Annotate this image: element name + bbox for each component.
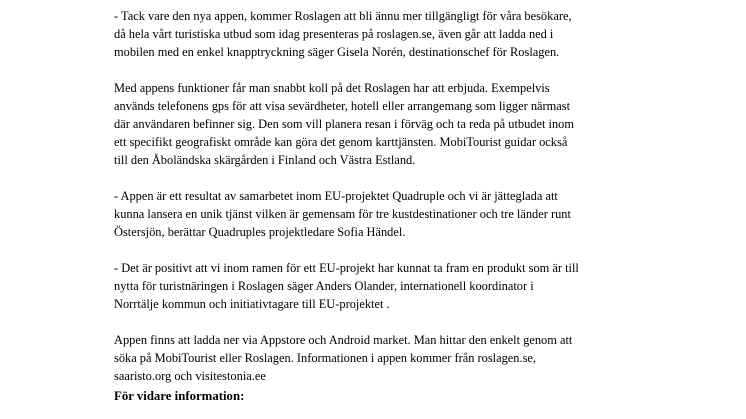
paragraph-gisela-quote [114, 7, 674, 61]
text-line: - Det är positivt att vi inom ramen för ett EU-projekt har kunnat ta fram en produkt som är till [114, 261, 579, 275]
text-line: till den Åboländska skärgården i Finland och Västra Estland. [114, 153, 416, 167]
text-line: Med appens funktioner får man snabbt koll på det Roslagen har att erbjuda. Exempelvis [114, 81, 550, 95]
text-line: - Appen är ett resultat av samarbetet inom EU-projektet Quadruple och vi är jätteglada att [114, 189, 558, 203]
text-line: mobilen med en enkel knapptryckning säger Gisela Norén, destinationschef för Roslagen. [114, 45, 560, 59]
text-line: - Tack vare den nya appen, kommer Roslagen att bli ännu mer tillgängligt för våra besökare, [114, 9, 572, 23]
paragraph-app-functions [114, 79, 674, 169]
paragraph-spacer [114, 169, 674, 187]
further-information-heading: För vidare information: [114, 389, 245, 403]
paragraph-sofia-quote [114, 187, 674, 241]
text-line: används telefonens gps för att visa sevärdheter, hotell eller arrangemang som ligger närmast [114, 99, 571, 113]
text-line: Appen finns att ladda ner via Appstore och Android market. Man hittar den enkelt genom att [114, 333, 573, 347]
paragraph-download-info [114, 331, 674, 385]
paragraph-spacer [114, 61, 674, 79]
text-line: då hela vårt turistiska utbud som idag presenteras på roslagen.se, även går att ladda ned i [114, 27, 554, 41]
text-line: ett specifikt geografiskt område kan göra det genom karttjänsten. MobiTourist guidar också [114, 135, 568, 149]
paragraph-anders-quote [114, 259, 674, 313]
text-line: kunna lansera en unik tjänst vilken är gemensam för tre kustdestinationer och tre länder runt [114, 207, 571, 221]
text-line: Östersjön, berättar Quadruples projektledare Sofia Händel. [114, 225, 406, 239]
text-line: saaristo.org och visitestonia.ee [114, 369, 266, 383]
text-line: nytta för turistnäringen i Roslagen säger Anders Olander, internationell koordinator i [114, 279, 534, 293]
paragraph-spacer [114, 313, 674, 331]
press-release-body [114, 7, 674, 385]
text-line: där användaren befinner sig. Den som vill planera resan i förväg och ta reda på utbudet inom [114, 117, 575, 131]
text-line: Norrtälje kommun och initiativtagare till EU-projektet . [114, 297, 390, 311]
text-line: söka på MobiTourist eller Roslagen. Informationen i appen kommer från roslagen.se, [114, 351, 537, 365]
paragraph-spacer [114, 241, 674, 259]
